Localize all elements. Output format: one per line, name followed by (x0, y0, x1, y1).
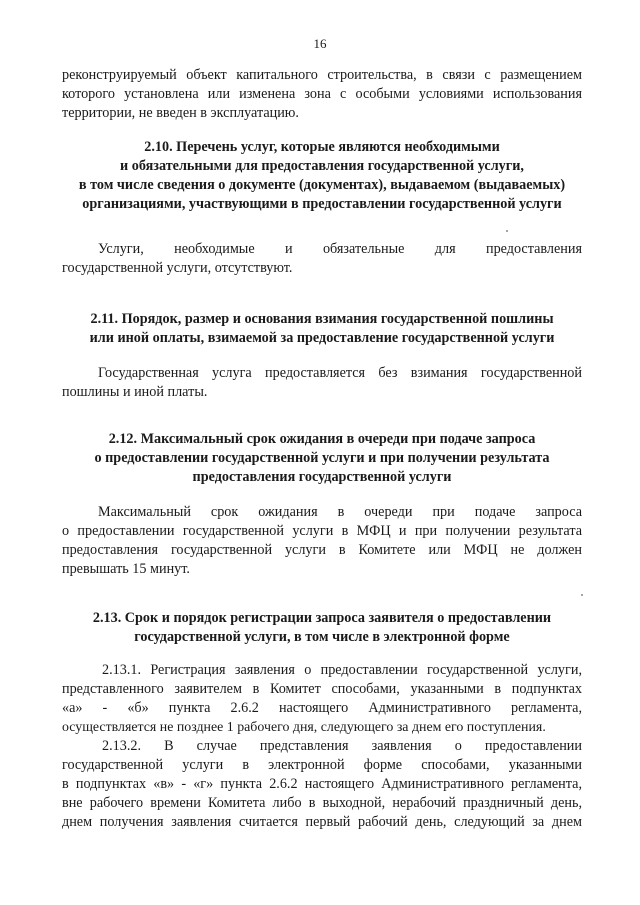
text-line: в подпунктах «в» - «г» пункта 2.6.2 настоящего Административного регламента, (62, 776, 582, 792)
text-line: превышать 15 минут. (62, 561, 190, 577)
scan-speck (581, 594, 583, 596)
text-line: государственной услуги, отсутствуют. (62, 260, 293, 276)
heading-line: 2.12. Максимальный срок ожидания в очереди при подаче запроса (108, 431, 536, 447)
text-line: днем получения заявления считается первый рабочий день, следующий за днем (62, 814, 582, 830)
text-line: которого установлена или изменена зона с особыми условиями использования (62, 86, 582, 102)
text-line: Услуги, необходимые и обязательные для предоставления (98, 241, 582, 257)
heading-line: государственной услуги, в том числе в электронной форме (134, 629, 510, 645)
section-2-12-heading (62, 430, 582, 487)
text-line: о предоставлении государственной услуги в МФЦ и при получении результата (62, 523, 582, 539)
text-line: осуществляется не позднее 1 рабочего дня, следующего за днем его поступления. (62, 720, 546, 735)
section-2-10-heading (62, 138, 582, 214)
scan-speck (506, 230, 508, 232)
heading-line: в том числе сведения о документе (документах), выдаваемом (выдаваемых) (78, 177, 566, 193)
page-number: 16 (313, 36, 327, 51)
heading-line: 2.13. Срок и порядок регистрации запроса заявителя о предоставлении (92, 610, 552, 626)
heading-line: и обязательными для предоставления государственной услуги, (120, 158, 524, 174)
text-line: государственной услуги в электронной форме способами, указанными (62, 757, 582, 773)
text-line: 2.13.2. В случае представления заявления о предоставлении (102, 738, 582, 754)
section-2-13-1-paragraph (62, 661, 582, 737)
heading-line: предоставления государственной услуги (192, 469, 452, 485)
section-2-13-2-paragraph (62, 737, 582, 832)
section-2-10-paragraph (62, 240, 582, 278)
text-line: Максимальный срок ожидания в очереди при подаче запроса (98, 504, 582, 520)
text-line: предоставления государственной услуги в Комитете или МФЦ не должен (62, 542, 582, 558)
text-line: Государственная услуга предоставляется без взимания государственной (98, 365, 582, 381)
text-line: территории, не введен в эксплуатацию. (62, 105, 299, 121)
section-2-13-heading (62, 609, 582, 647)
heading-line: организациями, участвующими в предоставлении государственной услуги (82, 196, 562, 212)
text-line: 2.13.1. Регистрация заявления о предоставлении государственной услуги, (102, 662, 582, 678)
text-line: реконструируемый объект капитального строительства, в связи с размещением (62, 67, 582, 83)
intro-paragraph (62, 66, 582, 123)
heading-line: 2.10. Перечень услуг, которые являются необходимыми (144, 139, 500, 155)
text-line: пошлины и иной платы. (62, 384, 208, 400)
text-line: вне рабочего времени Комитета либо в выходной, нерабочий праздничный день, (62, 795, 582, 811)
section-2-11-heading (62, 310, 582, 348)
text-line: представленного заявителем в Комитет способами, указанными в подпунктах (62, 681, 582, 697)
text-line: «а» - «б» пункта 2.6.2 настоящего Административного регламента, (62, 700, 582, 716)
heading-line: или иной оплаты, взимаемой за предоставление государственной услуги (89, 330, 555, 346)
heading-line: о предоставлении государственной услуги и при получении результата (94, 450, 550, 466)
heading-line: 2.11. Порядок, размер и основания взимания государственной пошлины (90, 311, 554, 327)
section-2-11-paragraph (62, 364, 582, 402)
section-2-12-paragraph (62, 503, 582, 579)
